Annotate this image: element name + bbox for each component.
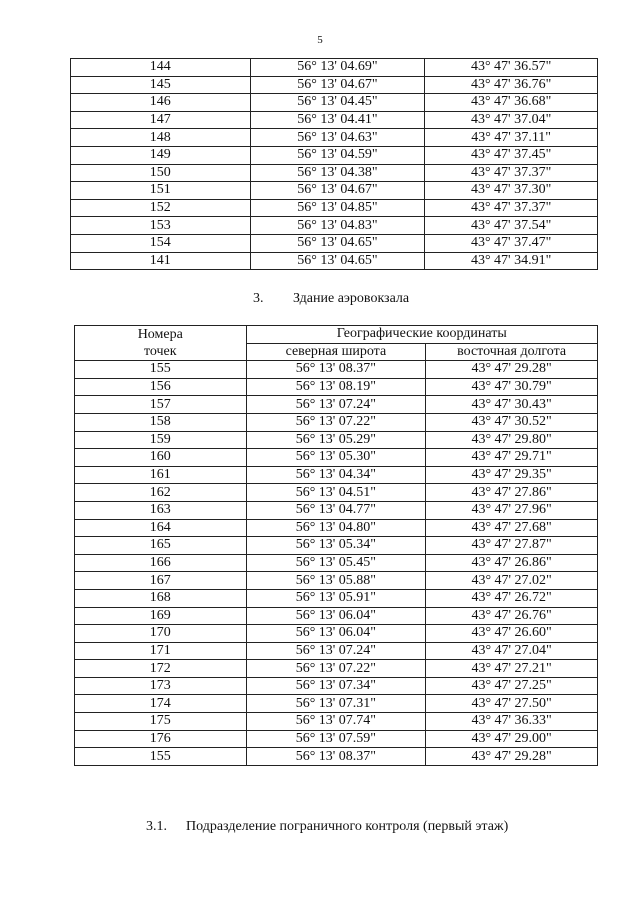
longitude-cell: 43° 47' 27.96" xyxy=(426,501,598,519)
point-number-cell: 167 xyxy=(75,572,247,590)
point-number-cell: 160 xyxy=(75,449,247,467)
header-point-numbers-cont: точек xyxy=(75,343,247,361)
point-number-cell: 151 xyxy=(71,182,251,200)
header-east-longitude: восточная долгота xyxy=(426,343,598,361)
table-row xyxy=(75,413,598,431)
subsection-number: 3.1. xyxy=(146,819,167,834)
latitude-cell: 56° 13' 06.04" xyxy=(246,625,426,643)
table-row xyxy=(75,607,598,625)
latitude-cell: 56° 13' 04.65" xyxy=(250,234,425,252)
point-number-cell: 159 xyxy=(75,431,247,449)
table-row xyxy=(75,431,598,449)
longitude-cell: 43° 47' 30.52" xyxy=(426,413,598,431)
table-row xyxy=(75,554,598,572)
point-number-cell: 164 xyxy=(75,519,247,537)
table-row xyxy=(75,660,598,678)
table-row xyxy=(71,59,598,77)
terminal-coordinates-table-body xyxy=(75,361,598,766)
table-row xyxy=(75,361,598,379)
longitude-cell: 43° 47' 34.91" xyxy=(425,252,598,270)
latitude-cell: 56° 13' 06.04" xyxy=(246,607,426,625)
latitude-cell: 56° 13' 07.74" xyxy=(246,713,426,731)
point-number-cell: 174 xyxy=(75,695,247,713)
table-row xyxy=(75,625,598,643)
table-row xyxy=(75,484,598,502)
point-number-cell: 146 xyxy=(71,94,251,112)
longitude-cell: 43° 47' 29.80" xyxy=(426,431,598,449)
section-number: 3. xyxy=(253,291,264,306)
table-row xyxy=(71,94,598,112)
table-row xyxy=(75,677,598,695)
longitude-cell: 43° 47' 29.35" xyxy=(426,466,598,484)
table-row xyxy=(71,76,598,94)
point-number-cell: 147 xyxy=(71,111,251,129)
table-row xyxy=(75,572,598,590)
table-row xyxy=(75,501,598,519)
point-number-cell: 168 xyxy=(75,589,247,607)
latitude-cell: 56° 13' 07.22" xyxy=(246,660,426,678)
longitude-cell: 43° 47' 26.72" xyxy=(426,589,598,607)
subsection-heading-border-control xyxy=(146,819,508,835)
longitude-cell: 43° 47' 27.50" xyxy=(426,695,598,713)
latitude-cell: 56° 13' 07.24" xyxy=(246,396,426,414)
longitude-cell: 43° 47' 27.04" xyxy=(426,642,598,660)
latitude-cell: 56° 13' 04.63" xyxy=(250,129,425,147)
table-row xyxy=(75,748,598,766)
table-row xyxy=(75,378,598,396)
longitude-cell: 43° 47' 29.00" xyxy=(426,730,598,748)
point-number-cell: 172 xyxy=(75,660,247,678)
longitude-cell: 43° 47' 26.60" xyxy=(426,625,598,643)
longitude-cell: 43° 47' 27.25" xyxy=(426,677,598,695)
table-row xyxy=(71,217,598,235)
point-number-cell: 156 xyxy=(75,378,247,396)
latitude-cell: 56° 13' 04.65" xyxy=(250,252,425,270)
latitude-cell: 56° 13' 07.59" xyxy=(246,730,426,748)
table-row xyxy=(75,466,598,484)
table-row xyxy=(71,199,598,217)
point-number-cell: 154 xyxy=(71,234,251,252)
latitude-cell: 56° 13' 07.31" xyxy=(246,695,426,713)
latitude-cell: 56° 13' 04.45" xyxy=(250,94,425,112)
table-row xyxy=(75,642,598,660)
point-number-cell: 176 xyxy=(75,730,247,748)
point-number-cell: 171 xyxy=(75,642,247,660)
longitude-cell: 43° 47' 37.11" xyxy=(425,129,598,147)
longitude-cell: 43° 47' 29.28" xyxy=(426,361,598,379)
longitude-cell: 43° 47' 27.87" xyxy=(426,537,598,555)
longitude-cell: 43° 47' 27.21" xyxy=(426,660,598,678)
longitude-cell: 43° 47' 27.68" xyxy=(426,519,598,537)
table-row xyxy=(75,730,598,748)
latitude-cell: 56° 13' 05.29" xyxy=(246,431,426,449)
header-geo-coordinates: Географические координаты xyxy=(246,326,597,344)
point-number-cell: 155 xyxy=(75,748,247,766)
section-heading-terminal xyxy=(253,291,409,307)
latitude-cell: 56° 13' 08.37" xyxy=(246,361,426,379)
longitude-cell: 43° 47' 37.30" xyxy=(425,182,598,200)
point-number-cell: 166 xyxy=(75,554,247,572)
latitude-cell: 56° 13' 08.37" xyxy=(246,748,426,766)
point-number-cell: 153 xyxy=(71,217,251,235)
point-number-cell: 169 xyxy=(75,607,247,625)
table-row xyxy=(71,111,598,129)
longitude-cell: 43° 47' 36.57" xyxy=(425,59,598,77)
longitude-cell: 43° 47' 27.02" xyxy=(426,572,598,590)
subsection-title: Подразделение пограничного контроля (первый этаж) xyxy=(186,819,509,834)
point-number-cell: 161 xyxy=(75,466,247,484)
longitude-cell: 43° 47' 30.43" xyxy=(426,396,598,414)
table-row xyxy=(71,182,598,200)
latitude-cell: 56° 13' 04.34" xyxy=(246,466,426,484)
table-row xyxy=(75,519,598,537)
longitude-cell: 43° 47' 29.71" xyxy=(426,449,598,467)
longitude-cell: 43° 47' 37.37" xyxy=(425,164,598,182)
table-row xyxy=(75,589,598,607)
longitude-cell: 43° 47' 37.47" xyxy=(425,234,598,252)
longitude-cell: 43° 47' 30.79" xyxy=(426,378,598,396)
header-north-latitude: северная широта xyxy=(246,343,426,361)
longitude-cell: 43° 47' 36.68" xyxy=(425,94,598,112)
latitude-cell: 56° 13' 04.59" xyxy=(250,146,425,164)
latitude-cell: 56° 13' 04.77" xyxy=(246,501,426,519)
latitude-cell: 56° 13' 07.34" xyxy=(246,677,426,695)
latitude-cell: 56° 13' 04.83" xyxy=(250,217,425,235)
latitude-cell: 56° 13' 04.67" xyxy=(250,182,425,200)
table-row xyxy=(71,129,598,147)
longitude-cell: 43° 47' 36.33" xyxy=(426,713,598,731)
latitude-cell: 56° 13' 08.19" xyxy=(246,378,426,396)
latitude-cell: 56° 13' 05.91" xyxy=(246,589,426,607)
point-number-cell: 162 xyxy=(75,484,247,502)
table-row xyxy=(75,449,598,467)
longitude-cell: 43° 47' 27.86" xyxy=(426,484,598,502)
latitude-cell: 56° 13' 04.69" xyxy=(250,59,425,77)
table-row xyxy=(71,164,598,182)
point-number-cell: 157 xyxy=(75,396,247,414)
page-number: 5 xyxy=(317,34,323,46)
point-number-cell: 173 xyxy=(75,677,247,695)
latitude-cell: 56° 13' 05.45" xyxy=(246,554,426,572)
point-number-cell: 175 xyxy=(75,713,247,731)
coordinates-table-continued-body xyxy=(71,59,598,270)
point-number-cell: 163 xyxy=(75,501,247,519)
latitude-cell: 56° 13' 04.85" xyxy=(250,199,425,217)
section-title: Здание аэровокзала xyxy=(293,291,410,306)
point-number-cell: 148 xyxy=(71,129,251,147)
latitude-cell: 56° 13' 07.24" xyxy=(246,642,426,660)
point-number-cell: 141 xyxy=(71,252,251,270)
longitude-cell: 43° 47' 37.54" xyxy=(425,217,598,235)
table-row xyxy=(75,695,598,713)
longitude-cell: 43° 47' 37.04" xyxy=(425,111,598,129)
point-number-cell: 149 xyxy=(71,146,251,164)
table-row xyxy=(75,396,598,414)
header-row xyxy=(75,326,598,344)
longitude-cell: 43° 47' 26.76" xyxy=(426,607,598,625)
point-number-cell: 145 xyxy=(71,76,251,94)
latitude-cell: 56° 13' 04.38" xyxy=(250,164,425,182)
header-point-numbers: Номера xyxy=(75,326,247,344)
latitude-cell: 56° 13' 04.41" xyxy=(250,111,425,129)
table-row xyxy=(71,252,598,270)
longitude-cell: 43° 47' 37.37" xyxy=(425,199,598,217)
point-number-cell: 155 xyxy=(75,361,247,379)
point-number-cell: 144 xyxy=(71,59,251,77)
subheader-row xyxy=(75,343,598,361)
latitude-cell: 56° 13' 04.80" xyxy=(246,519,426,537)
latitude-cell: 56° 13' 05.30" xyxy=(246,449,426,467)
longitude-cell: 43° 47' 36.76" xyxy=(425,76,598,94)
longitude-cell: 43° 47' 37.45" xyxy=(425,146,598,164)
table-row xyxy=(71,234,598,252)
latitude-cell: 56° 13' 05.88" xyxy=(246,572,426,590)
point-number-cell: 150 xyxy=(71,164,251,182)
table-row xyxy=(71,146,598,164)
point-number-cell: 158 xyxy=(75,413,247,431)
coordinates-table-continued xyxy=(70,58,598,270)
longitude-cell: 43° 47' 26.86" xyxy=(426,554,598,572)
point-number-cell: 170 xyxy=(75,625,247,643)
table-row xyxy=(75,713,598,731)
table-row xyxy=(75,537,598,555)
point-number-cell: 152 xyxy=(71,199,251,217)
latitude-cell: 56° 13' 07.22" xyxy=(246,413,426,431)
latitude-cell: 56° 13' 04.51" xyxy=(246,484,426,502)
point-number-cell: 165 xyxy=(75,537,247,555)
terminal-coordinates-table xyxy=(74,325,598,766)
longitude-cell: 43° 47' 29.28" xyxy=(426,748,598,766)
latitude-cell: 56° 13' 04.67" xyxy=(250,76,425,94)
latitude-cell: 56° 13' 05.34" xyxy=(246,537,426,555)
